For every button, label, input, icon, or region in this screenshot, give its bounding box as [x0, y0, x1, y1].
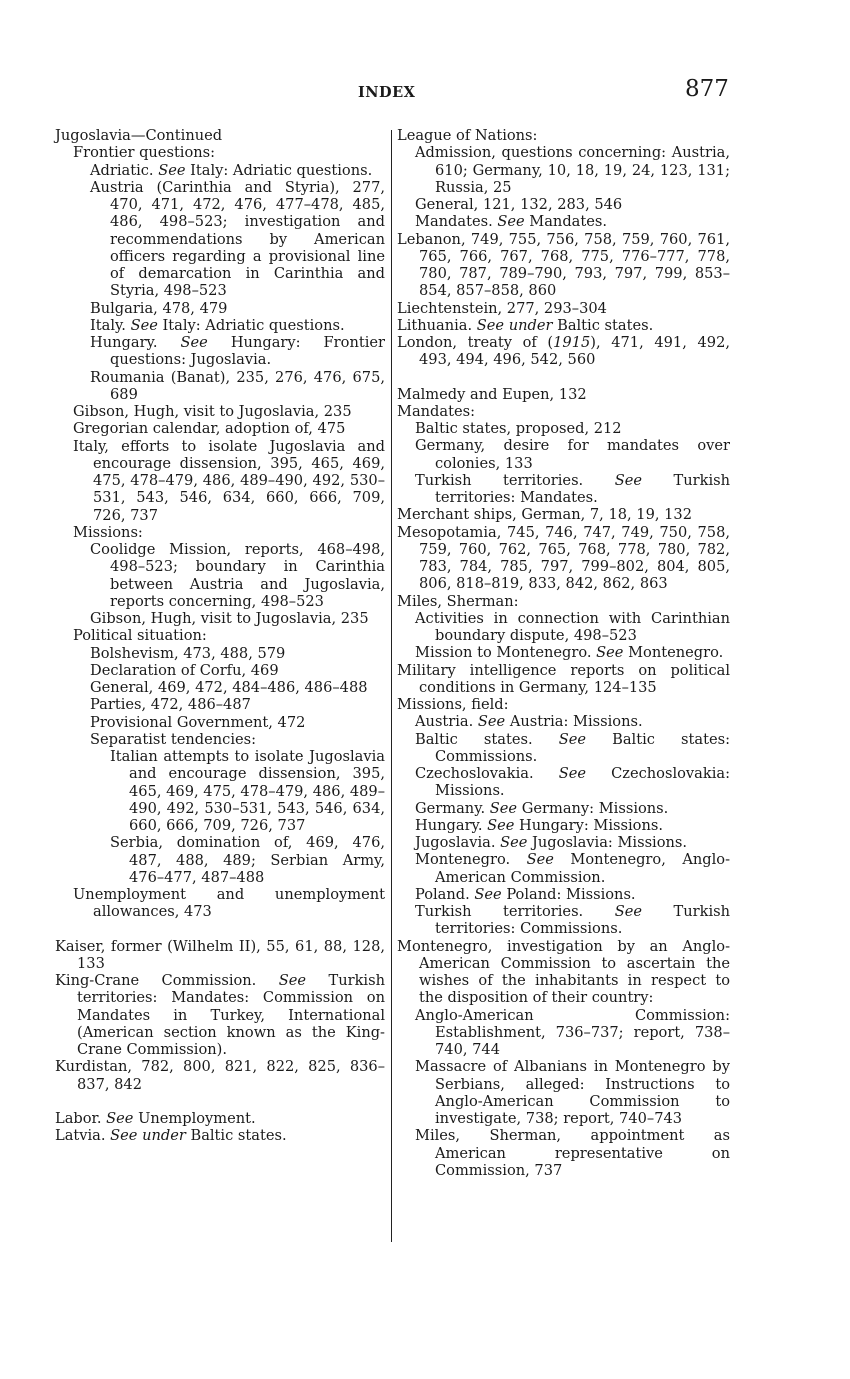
- index-entry: Jugoslavia—Continued: [55, 127, 223, 144]
- index-entry: Liechtenstein, 277, 293–304: [397, 299, 607, 317]
- index-entry: Missions:: [73, 523, 143, 541]
- index-entry: Lithuania. See under Baltic states.: [397, 316, 654, 334]
- index-entry: King-Crane Commission. See Turkish territories: Mandates: Commission on Mandates in Turkey, International (American section known as the King-Crane Commission).: [55, 972, 385, 1058]
- index-entry: Germany. See Germany: Missions.: [415, 799, 669, 817]
- index-entry: Mission to Montenegro. See Montenegro.: [415, 644, 724, 662]
- index-entry: Unemployment and unemployment allowances, 473: [73, 886, 385, 921]
- index-entry: Hungary. See Hungary: Frontier questions: Jugoslavia.: [90, 334, 385, 369]
- index-entry: Declaration of Corfu, 469: [90, 661, 279, 679]
- index-entry: Parties, 472, 486–487: [90, 696, 251, 714]
- index-column-right: [397, 127, 730, 1179]
- index-entry: General, 121, 132, 283, 546: [415, 196, 623, 213]
- index-entry: Germany, desire for mandates over colonies, 133: [415, 437, 730, 472]
- index-entry: Provisional Government, 472: [90, 713, 306, 731]
- index-entry: Admission, questions concerning: Austria, 610; Germany, 10, 18, 19, 24, 123, 131; Russia, 25: [415, 144, 730, 196]
- index-entry: Italy, efforts to isolate Jugoslavia and encourage dissension, 395, 465, 469, 475, 478–479, 486, 489–490, 492, 530–531, 543, 546, 634, 660, 666, 709, 726, 737: [73, 437, 385, 524]
- index-entry: Austria. See Austria: Missions.: [415, 713, 643, 731]
- index-entry: Italian attempts to isolate Jugoslavia and encourage dissension, 395, 465, 469, 475, 478–479, 486, 489–490, 492, 530–531, 543, 546, 634, 660, 666, 709, 726, 737: [110, 748, 385, 834]
- index-entry: Separatist tendencies:: [90, 730, 257, 748]
- index-entry: Anglo-American Commission: Establishment, 736–737; report, 738–740, 744: [415, 1006, 730, 1058]
- index-entry: Frontier questions:: [73, 144, 216, 162]
- index-entry: Miles, Sherman, appointment as American representative on Commission, 737: [415, 1127, 730, 1179]
- index-entry: Gibson, Hugh, visit to Jugoslavia, 235: [90, 610, 369, 627]
- index-entry: Bolshevism, 473, 488, 579: [90, 644, 286, 662]
- index-entry: Baltic states. See Baltic states: Commissions.: [415, 730, 730, 765]
- index-column-left: [55, 127, 385, 1144]
- index-entry: Kaiser, former (Wilhelm II), 55, 61, 88, 128, 133: [55, 937, 385, 972]
- index-entry: Mesopotamia, 745, 746, 747, 749, 750, 758, 759, 760, 762, 765, 768, 778, 780, 782, 783, 784, 785, 797, 799–802, 804, 805, 806, 818–819, 833, 842, 862, 863: [397, 523, 730, 593]
- index-entry: Austria (Carinthia and Styria), 277, 470, 471, 472, 476, 477–478, 485, 486, 498–523; investigation and recommendations by American officers regarding a provisional line of demarcation in Carinthia and Styria, 498–523: [90, 178, 385, 300]
- page-header: [0, 76, 850, 108]
- index-entry: Missions, field:: [397, 696, 509, 713]
- index-entry: Gregorian calendar, adoption of, 475: [73, 420, 346, 438]
- index-entry: Bulgaria, 478, 479: [90, 299, 228, 317]
- index-entry: Italy. See Italy: Adriatic questions.: [90, 316, 345, 334]
- index-entry: Coolidge Mission, reports, 468–498, 498–523; boundary in Carinthia between Austria and Jugoslavia, reports concerning, 498–523: [90, 541, 385, 610]
- index-entry: Merchant ships, German, 7, 18, 19, 132: [397, 506, 692, 524]
- index-entry: Malmedy and Eupen, 132: [397, 385, 587, 403]
- index-entry: Mandates. See Mandates.: [415, 213, 607, 231]
- index-entry: Turkish territories. See Turkish territories: Commissions.: [415, 903, 730, 938]
- index-entry: London, treaty of (1915), 471, 491, 492, 493, 494, 496, 542, 560: [397, 334, 730, 369]
- index-entry: Mandates:: [397, 402, 475, 420]
- index-entry: Poland. See Poland: Missions.: [415, 885, 636, 903]
- index-entry: Latvia. See under Baltic states.: [55, 1127, 287, 1144]
- index-entry: Montenegro. See Montenegro, Anglo-American Commission.: [415, 851, 730, 886]
- index-entry: Adriatic. See Italy: Adriatic questions.: [90, 161, 373, 179]
- page-number: 877: [685, 76, 729, 102]
- index-entry: Hungary. See Hungary: Missions.: [415, 816, 663, 834]
- index-entry: Massacre of Albanians in Montenegro by Serbians, alleged: Instructions to Anglo-American Commission to investigate, 738; report, 740–743: [415, 1058, 730, 1127]
- index-entry: Montenegro, investigation by an Anglo-American Commission to ascertain the wishes of the inhabitants in respect to the disposition of their country:: [397, 937, 730, 1007]
- index-entry: Serbia, domination of, 469, 476, 487, 488, 489; Serbian Army, 476–477, 487–488: [110, 834, 385, 886]
- index-entry: Turkish territories. See Turkish territories: Mandates.: [415, 471, 730, 506]
- index-entry: Gibson, Hugh, visit to Jugoslavia, 235: [73, 403, 352, 420]
- index-entry: Labor. See Unemployment.: [55, 1109, 256, 1127]
- index-entry: League of Nations:: [397, 127, 538, 144]
- column-divider: [391, 130, 392, 1242]
- index-entry: Activities in connection with Carinthian boundary dispute, 498–523: [415, 609, 730, 644]
- index-entry: Jugoslavia. See Jugoslavia: Missions.: [415, 834, 688, 851]
- running-head: INDEX: [358, 84, 416, 101]
- index-entry: Czechoslovakia. See Czechoslovakia: Missions.: [415, 765, 730, 800]
- index-entry: Military intelligence reports on political conditions in Germany, 124–135: [397, 661, 730, 696]
- index-entry: Lebanon, 749, 755, 756, 758, 759, 760, 761, 765, 766, 767, 768, 775, 776–777, 778, 780, 787, 789–790, 793, 797, 799, 853–854, 857–858, 860: [397, 230, 730, 300]
- index-entry: Baltic states, proposed, 212: [415, 420, 622, 437]
- index-entry: Kurdistan, 782, 800, 821, 822, 825, 836–837, 842: [55, 1058, 385, 1093]
- index-entry: Miles, Sherman:: [397, 592, 519, 610]
- index-entry: General, 469, 472, 484–486, 486–488: [90, 679, 368, 696]
- index-entry: Political situation:: [73, 627, 207, 645]
- index-entry: Roumania (Banat), 235, 276, 476, 675, 689: [90, 368, 385, 403]
